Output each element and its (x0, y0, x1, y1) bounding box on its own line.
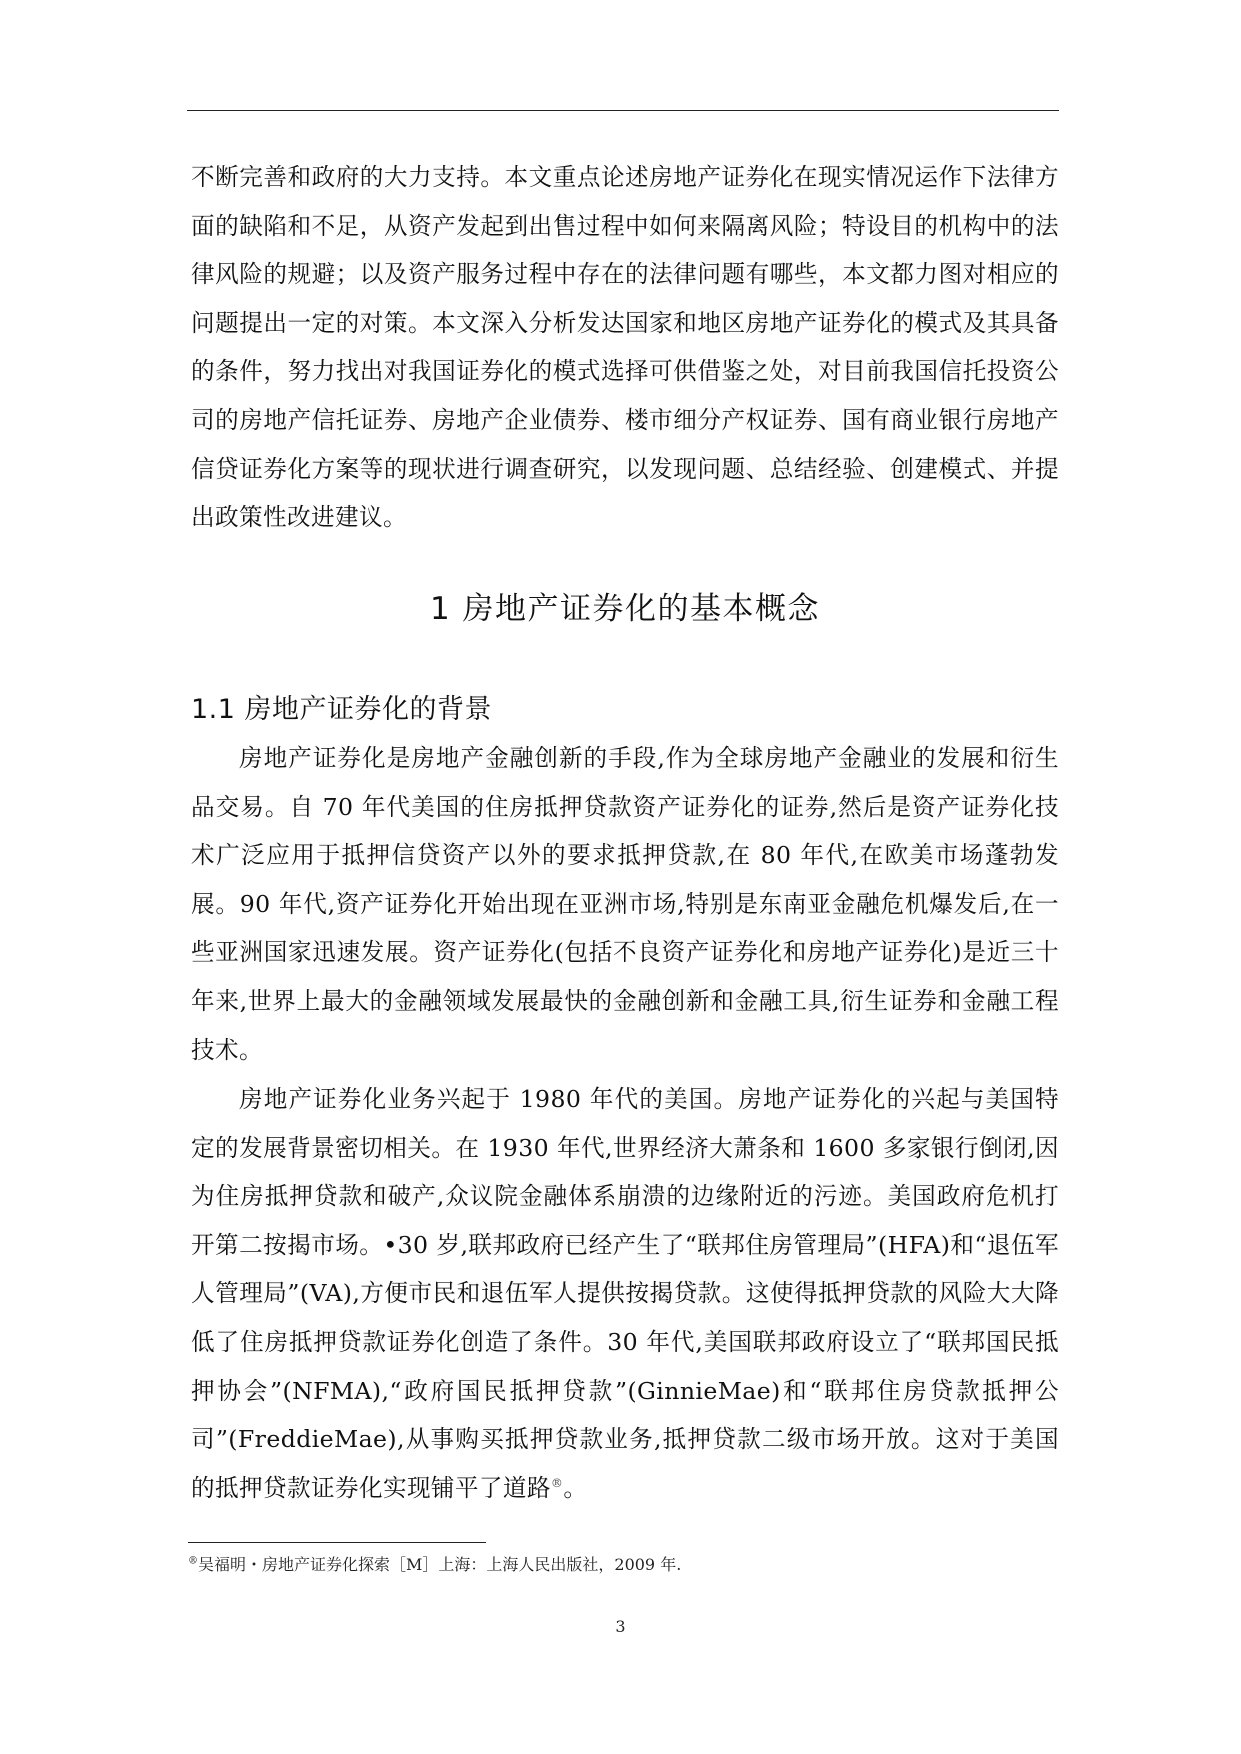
chapter-title: 1 房地产证券化的基本概念 (429, 591, 821, 627)
paragraph-background-1: 房地产证券化是房地产金融创新的手段,作为全球房地产金融业的发展和衍生品交易。自 70 年代美国的住房抵押贷款资产证券化的证券,然后是资产证券化技术广泛应用于抵押信贷资产以外的要求抵押贷款,在 80 年代,在欧美市场蓬勃发展。90 年代,资产证券化开始出现在亚洲市场,特别是东南亚金融危机爆发后,在一些亚洲国家迅速发展。资产证券化(包括不良资产证券化和房地产证券化)是近三十年来,世界上最大的金融领域发展最快的金融创新和金融工具,衍生证券和金融工程技术。 (191, 744, 1059, 1064)
page-number: 3 (615, 1617, 626, 1636)
footnote-text: 吴福明・房地产证券化探索［M］上海：上海人民出版社，2009 年. (198, 1555, 682, 1574)
paragraph-background-2 (191, 1075, 1059, 1512)
footnote-reference-marker: ® (550, 1475, 564, 1490)
intro-paragraph: 不断完善和政府的大力支持。本文重点论述房地产证券化在现实情况运作下法律方面的缺陷和不足，从资产发起到出售过程中如何来隔离风险；特设目的机构中的法律风险的规避；以及资产服务过程中存在的法律问题有哪些，本文都力图对相应的问题提出一定的对策。本文深入分析发达国家和地区房地产证券化的模式及其具备的条件，努力找出对我国证券化的模式选择可供借鉴之处，对目前我国信托投资公司的房地产信托证券、房地产企业债券、楼市细分产权证券、国有商业银行房地产信贷证券化方案等的现状进行调查研究，以发现问题、总结经验、创建模式、并提出政策性改进建议。 (191, 163, 1059, 532)
paragraph-background-2-text: 房地产证券化业务兴起于 1980 年代的美国。房地产证券化的兴起与美国特定的发展背景密切相关。在 1930 年代,世界经济大萧条和 1600 多家银行倒闭,因为住房抵押贷款和破产,众议院金融体系崩溃的边缘附近的污迹。美国政府危机打开第二按揭市场。•30 岁,联邦政府已经产生了“联邦住房管理局”(HFA)和“退伍军人管理局”(VA),方便市民和退伍军人提供按揭贷款。这使得抵押贷款的风险大大降低了住房抵押贷款证券化创造了条件。30 年代,美国联邦政府设立了“联邦国民抵押协会”(NFMA),“政府国民抵押贷款”(GinnieMae)和“联邦住房贷款抵押公司”(FreddieMae),从事购买抵押贷款业务,抵押贷款二级市场开放。这对于美国的抵押贷款证券化实现铺平了道路 (191, 1085, 1059, 1502)
footnote (188, 1554, 681, 1576)
footnote-rule (188, 1542, 486, 1543)
paragraph-end-punct: 。 (563, 1473, 588, 1502)
section-title: 1.1 房地产证券化的背景 (191, 694, 493, 725)
footnote-marker: ® (188, 1555, 198, 1567)
header-rule (187, 110, 1059, 111)
